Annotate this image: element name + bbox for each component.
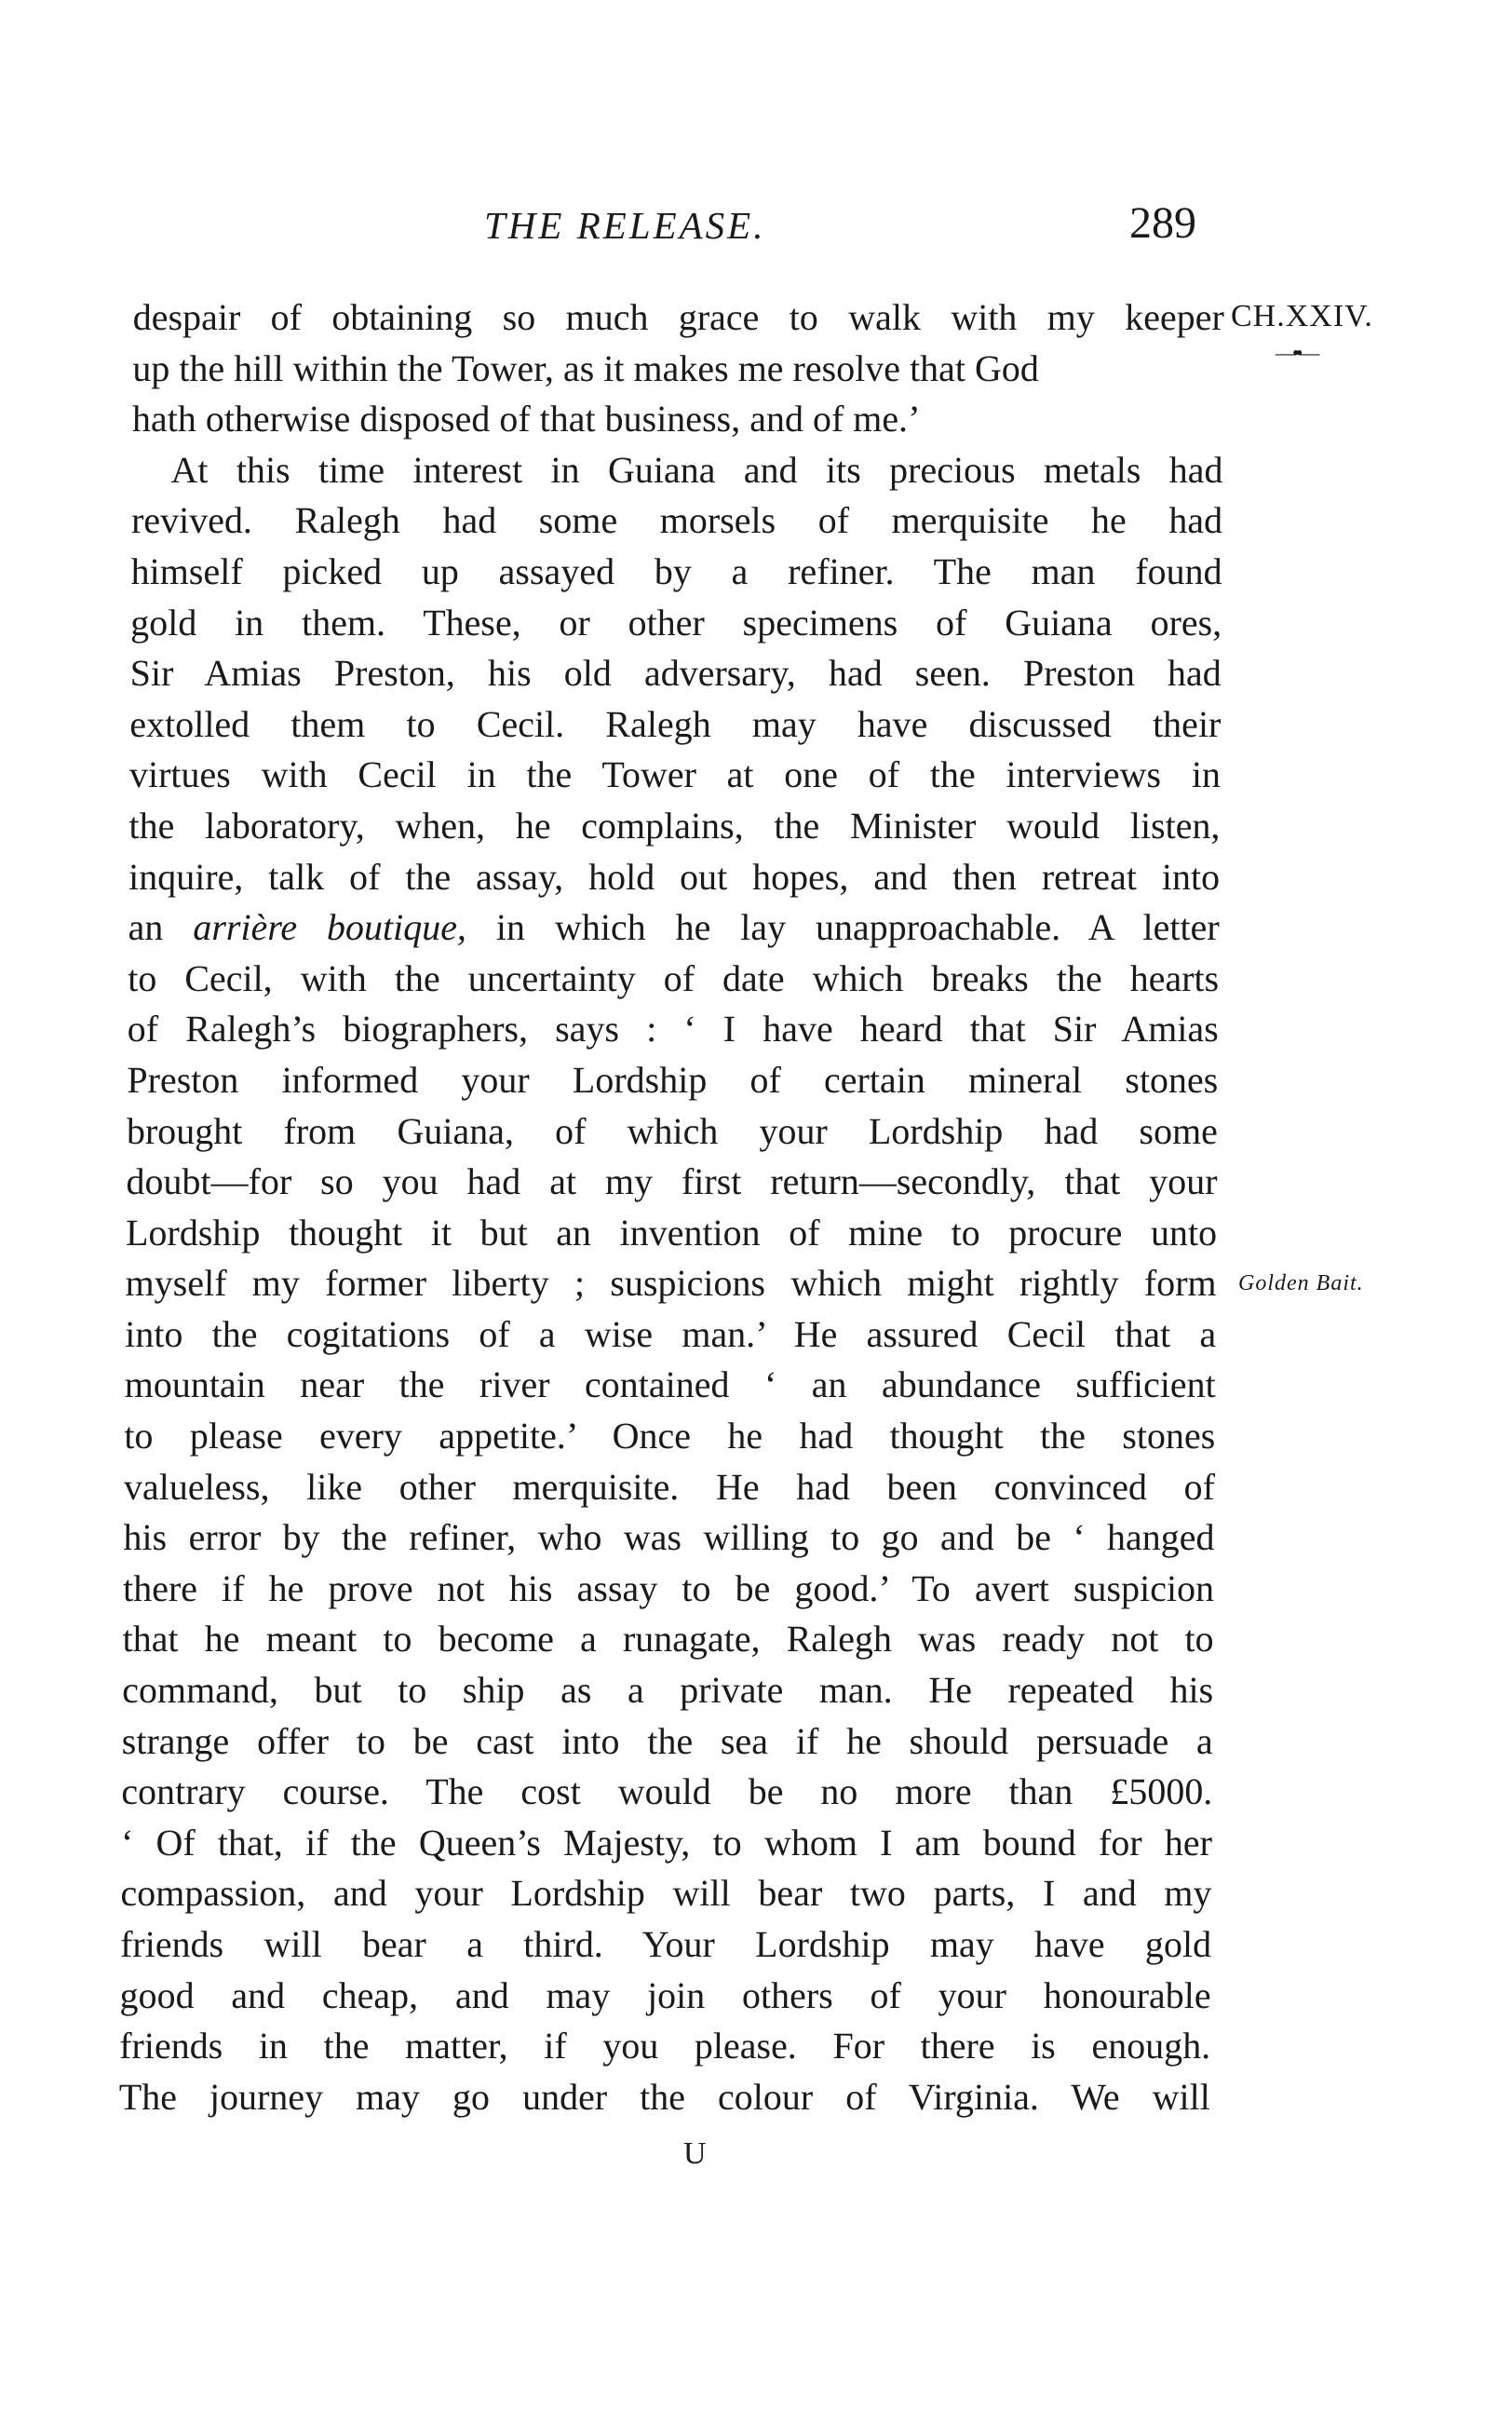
text-line: virtues with Cecil in the Tower at one of the interviews in <box>128 753 1222 796</box>
margin-note-golden-bait: Golden Bait. <box>1238 1271 1364 1295</box>
italic-phrase: arrière boutique, <box>193 906 467 949</box>
text-line: to Cecil, with the uncertainty of date which breaks the hearts <box>128 956 1220 999</box>
text-line: Preston informed your Lordship of certain mineral stones <box>127 1058 1219 1101</box>
text-line: that he meant to become a runagate, Ralegh was ready not to <box>122 1618 1214 1661</box>
text-line: extolled them to Cecil. Ralegh may have discussed their <box>129 702 1222 745</box>
text-line: revived. Ralegh had some morsels of merquisite he had <box>130 499 1223 542</box>
margin-note-chapter: CH.XXIV. <box>1231 299 1373 333</box>
text-line: there if he prove not his assay to be good.’ To avert suspicion <box>122 1566 1215 1609</box>
page-number: 289 <box>1129 198 1196 248</box>
text-line: his error by the refiner, who was willing to go and be ‘ hanged <box>123 1516 1215 1559</box>
body-text <box>119 292 1224 2122</box>
text-line: contrary course. The cost would be no more than £5000. <box>121 1770 1213 1813</box>
text-line: Lordship thought it but an invention of mine to procure unto <box>125 1211 1218 1254</box>
signature-mark: U <box>683 2136 707 2171</box>
text-segment: in which he lay unapproachable. A letter <box>466 906 1220 949</box>
text-line: myself my former liberty ; suspicions which might rightly form <box>125 1262 1217 1305</box>
text-line <box>128 902 1219 954</box>
text-line: mountain near the river contained ‘ an abundance sufficient <box>124 1363 1216 1406</box>
text-line: of Ralegh’s biographers, says : ‘ I have heard that Sir Amias <box>127 1008 1219 1051</box>
text-segment: an <box>128 906 194 949</box>
text-line: brought from Guiana, of which your Lordship had some <box>126 1109 1219 1152</box>
running-title: THE RELEASE. <box>484 204 766 247</box>
text-line: good and cheap, and may join others of your honourable <box>119 1973 1211 2016</box>
text-line: strange offer to be cast into the sea if he should persuade a <box>121 1719 1213 1762</box>
text-line: Sir Amias Preston, his old adversary, had seen. Preston had <box>129 652 1222 695</box>
text-line: to please every appetite.’ Once he had thought the stones <box>124 1415 1216 1457</box>
text-line: up the hill within the Tower, as it makes me resolve that God <box>132 346 1040 389</box>
text-line: inquire, talk of the assay, hold out hopes, and then retreat into <box>128 855 1221 898</box>
text-line: gold in them. These, or other specimens of Guiana ores, <box>130 601 1222 644</box>
ornament-icon: —••— <box>1276 341 1316 364</box>
text-line: friends will bear a third. Your Lordship may have gold <box>119 1923 1212 1965</box>
text-line: friends in the matter, if you please. For there is enough. <box>119 2025 1211 2067</box>
text-line: himself picked up assayed by a refiner. The man found <box>130 549 1222 592</box>
text-line: compassion, and your Lordship will bear two parts, I and my <box>120 1872 1212 1915</box>
text-line: hath otherwise disposed of that business, and of me.’ <box>131 398 921 441</box>
text-line: The journey may go under the colour of Virginia. We will <box>118 2075 1210 2118</box>
text-line: despair of obtaining so much grace to walk with my keeper <box>132 296 1224 338</box>
text-line: At this time interest in Guiana and its precious metals had <box>170 448 1223 491</box>
text-line: the laboratory, when, he complains, the Minister would listen, <box>128 804 1221 847</box>
text-line: ‘ Of that, if the Queen’s Majesty, to whom I am bound for her <box>120 1821 1213 1864</box>
text-line: doubt—for so you had at my first return—secondly, that your <box>126 1160 1218 1203</box>
text-line: into the cogitations of a wise man.’ He assured Cecil that a <box>125 1312 1217 1355</box>
text-line: valueless, like other merquisite. He had been convinced of <box>123 1465 1216 1508</box>
text-line: command, but to ship as a private man. He repeated his <box>122 1669 1214 1712</box>
